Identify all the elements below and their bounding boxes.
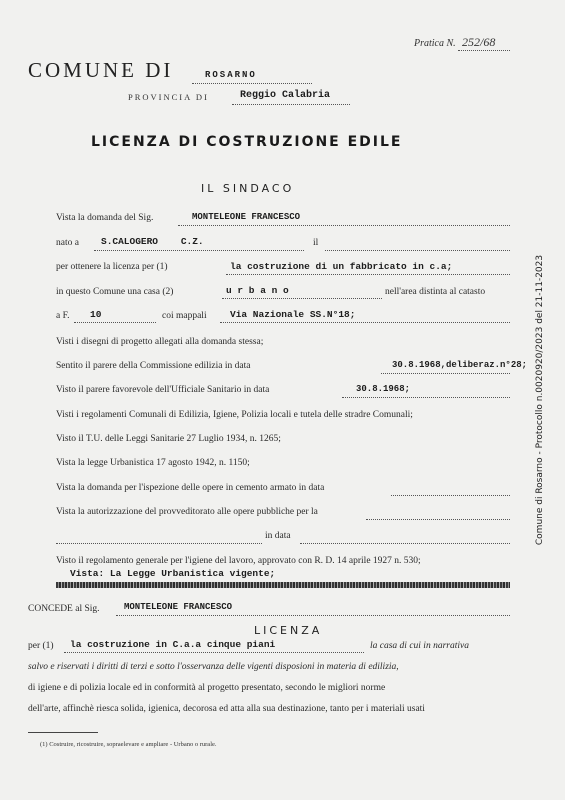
paragraph-line-2: di igiene e di polizia locale ed in conformità al progetto presentato, secondo le migliori norme xyxy=(28,683,386,693)
visti-regolamenti: Visti i regolamenti Comunali di Edilizia, Igiene, Polizia locali e tutela delle stradre Comunali; xyxy=(56,410,413,420)
nato-value: S.CALOGERO C.Z. xyxy=(101,236,204,247)
comune-label: COMUNE DI xyxy=(28,58,174,82)
autorizzazione-underline xyxy=(366,519,510,520)
nato-il-label: il xyxy=(313,238,319,248)
licenza-per-underline xyxy=(64,652,364,653)
vista-autorizzazione: Vista la autorizzazione del provveditorato alle opere pubbliche per la xyxy=(56,507,318,517)
provincia-label: PROVINCIA DI xyxy=(128,92,209,102)
ottenere-value: la costruzione di un fabbricato in c.a; xyxy=(230,261,453,272)
comune-underline xyxy=(192,83,312,84)
visto-sanitario: Visto il parere favorevole dell'Ufficiale Sanitario in data xyxy=(56,385,270,395)
licenza-heading: LICENZA xyxy=(254,624,323,637)
nato-underline xyxy=(94,250,304,251)
paragraph-line-3: dell'arte, affinchè riesca solida, igienica, decorosa ed atta alla sua destinazione, tanto per i materiali usati xyxy=(28,704,425,714)
comune-casa-label: in questo Comune una casa (2) xyxy=(56,287,174,297)
commissione-underline xyxy=(381,373,510,374)
comune-value: ROSARNO xyxy=(205,70,257,80)
footnote: (1) Costruire, ricostruire, sopraelevare e ampliare - Urbano o rurale. xyxy=(40,741,217,748)
in-data-label: in data xyxy=(265,531,291,541)
foglio-label: a F. xyxy=(56,311,70,321)
visto-commissione: Sentito il parere della Commissione edilizia in data xyxy=(56,361,251,371)
commissione-date: 30.8.1968,deliberaz.n°28; xyxy=(392,360,528,370)
domanda-underline xyxy=(178,225,510,226)
catasto-label: nell'area distinta al catasto xyxy=(385,287,486,297)
concede-underline xyxy=(116,615,510,616)
struck-out-line xyxy=(56,582,510,588)
pratica-number: 252/68 xyxy=(462,35,496,49)
provincia-value: Reggio Calabria xyxy=(240,90,331,101)
visto-disegni: Visti i disegni di progetto allegati alla domanda stessa; xyxy=(56,337,264,347)
mappali-label: coi mappali xyxy=(162,311,207,321)
ottenere-underline xyxy=(226,274,510,275)
document-subtitle: IL SINDACO xyxy=(201,182,295,195)
footnote-rule xyxy=(28,732,98,733)
visto-tu-leggi: Visto il T.U. delle Leggi Sanitarie 27 Luglio 1934, n. 1265; xyxy=(56,434,281,444)
pratica-underline xyxy=(458,50,510,51)
pratica-label: Pratica N. xyxy=(414,38,456,49)
concede-label: CONCEDE al Sig. xyxy=(28,604,100,614)
mappali-underline xyxy=(220,322,510,323)
foglio-underline xyxy=(74,322,156,323)
sanitario-underline xyxy=(342,397,510,398)
document-title: LICENZA DI COSTRUZIONE EDILE xyxy=(91,134,403,150)
comune-casa-underline xyxy=(222,298,382,299)
visto-regolamento-igiene: Visto il regolamento generale per l'igiene del lavoro, approvato con R. D. 14 aprile 1927 n. 530; xyxy=(56,556,421,566)
mappali-value: Via Nazionale SS.N°18; xyxy=(230,309,356,320)
ispezione-underline xyxy=(391,495,510,496)
in-data-pre-underline xyxy=(56,543,262,544)
sanitario-date: 30.8.1968; xyxy=(356,384,411,394)
licenza-per-value: la costruzione in C.a.a cinque piani xyxy=(70,639,276,650)
ottenere-label: per ottenere la licenza per (1) xyxy=(56,262,168,272)
in-data-underline xyxy=(300,543,510,544)
licenza-narrativa: la casa di cui in narrativa xyxy=(370,641,469,651)
typed-addition: Vista: La Legge Urbanistica vigente; xyxy=(70,568,276,579)
concede-value: MONTELEONE FRANCESCO xyxy=(124,602,233,612)
provincia-underline xyxy=(232,104,350,105)
nato-il-underline xyxy=(325,250,510,251)
paragraph-line-1: salvo e riservati i diritti di terzi e sotto l'osservanza delle vigenti disposioni in materia di edilizia, xyxy=(28,662,399,672)
comune-casa-value: u r b a n o xyxy=(226,285,289,296)
foglio-value: 10 xyxy=(90,309,102,320)
domanda-value: MONTELEONE FRANCESCO xyxy=(192,212,301,222)
protocol-stamp: Comune di Rosarno - Protocollo n.0020920/2023 del 21-11-2023 xyxy=(535,254,545,546)
vista-legge-urbanistica: Vista la legge Urbanistica 17 agosto 1942, n. 1150; xyxy=(56,458,250,468)
licenza-per-label: per (1) xyxy=(28,641,54,651)
nato-label: nato a xyxy=(56,238,79,248)
domanda-label: Vista la domanda del Sig. xyxy=(56,213,154,223)
vista-ispezione: Vista la domanda per l'ispezione delle opere in cemento armato in data xyxy=(56,483,325,493)
